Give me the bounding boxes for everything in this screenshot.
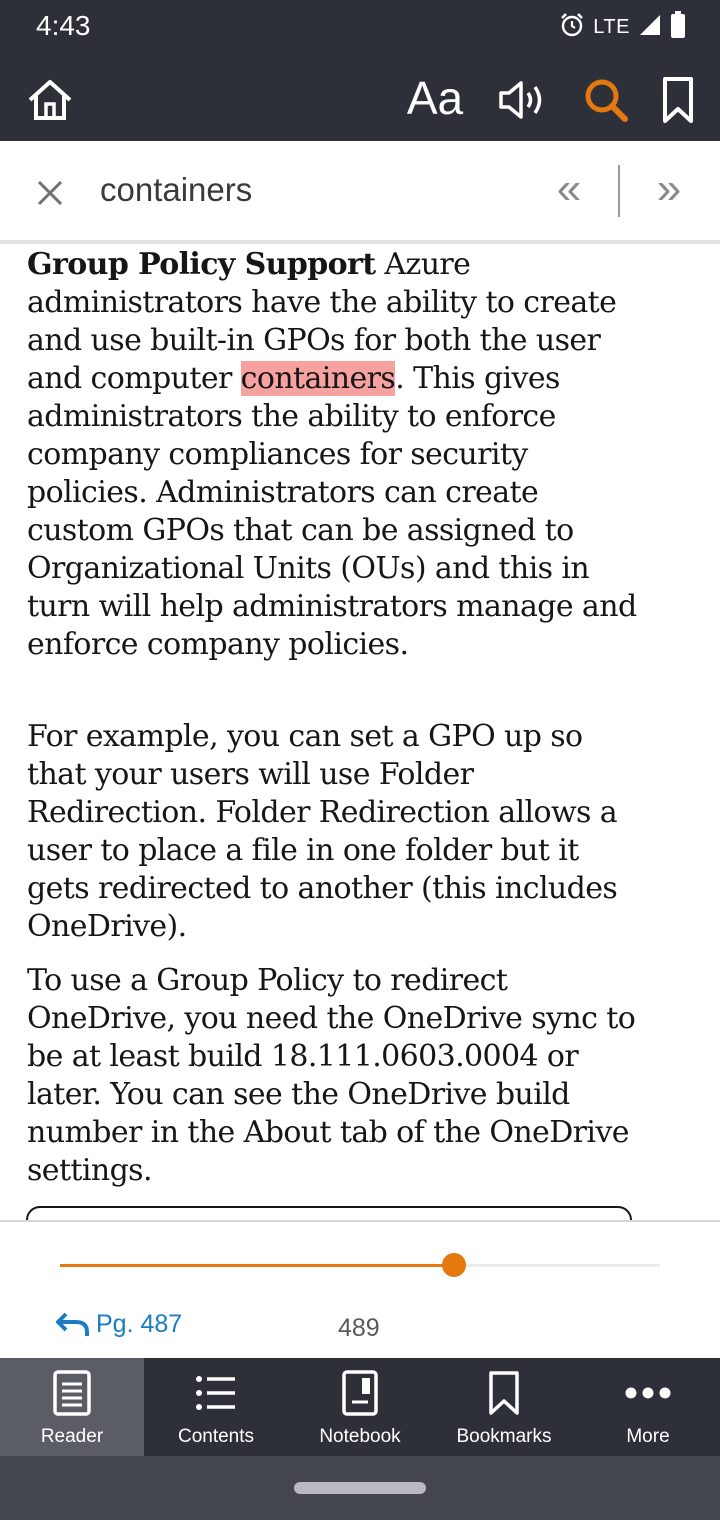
nav-item-contents[interactable] xyxy=(144,1358,288,1456)
bookmark-icon[interactable] xyxy=(656,72,700,128)
current-page-number: 489 xyxy=(338,1314,380,1342)
paragraph-heading: Group Policy Support xyxy=(27,248,376,282)
nav-label: Bookmarks xyxy=(456,1426,552,1447)
search-icon[interactable] xyxy=(578,72,634,128)
status-icons xyxy=(559,12,686,42)
paragraph: To use a Group Policy to redirect OneDrive, you need the OneDrive sync to be at least build 18.111.0603.0004 or later. You can see the OneDrive build number in the About tab of the OneDrive settings. xyxy=(27,963,636,1188)
home-gesture-handle[interactable] xyxy=(294,1482,426,1494)
nav-item-notebook[interactable] xyxy=(288,1358,432,1456)
status-time: 4:43 xyxy=(36,10,91,41)
search-term[interactable]: containers xyxy=(100,171,253,208)
search-divider xyxy=(618,165,620,217)
paragraph-text: Azure administrators have the ability to create and use built-in GPOs for both the user and computer xyxy=(27,248,617,396)
system-nav-bar xyxy=(0,1456,720,1520)
app-toolbar xyxy=(0,56,720,141)
nav-item-more[interactable] xyxy=(576,1358,720,1456)
back-to-page-button[interactable] xyxy=(56,1310,182,1339)
read-aloud-icon[interactable] xyxy=(496,74,552,126)
more-icon xyxy=(576,1368,720,1418)
content-box xyxy=(26,1206,632,1220)
notebook-icon xyxy=(288,1368,432,1418)
bottom-nav xyxy=(0,1358,720,1456)
slider-fill xyxy=(60,1264,454,1267)
close-icon[interactable] xyxy=(28,171,72,215)
status-bar xyxy=(0,0,720,56)
search-highlight: containers xyxy=(240,361,396,396)
alarm-icon xyxy=(559,12,585,43)
battery-icon xyxy=(670,11,686,44)
reader-icon xyxy=(0,1368,144,1418)
back-page-label: Pg. 487 xyxy=(96,1310,183,1338)
nav-label: Notebook xyxy=(319,1426,401,1447)
page-slider[interactable] xyxy=(60,1264,660,1267)
paragraph-text: . This gives administrators the ability to enforce company compliances for security policies. Administrators can create custom GPOs that can be assigned to Organizational Units (OUs) and this in turn will help administrators manage and enforce company policies. xyxy=(27,361,637,662)
home-icon[interactable] xyxy=(24,74,76,126)
search-bar xyxy=(0,141,720,244)
nav-label: Contents xyxy=(177,1426,255,1447)
undo-icon xyxy=(56,1312,90,1338)
network-label: LTE xyxy=(593,15,630,38)
next-result-button[interactable]: » xyxy=(656,164,682,213)
contents-icon xyxy=(144,1368,288,1418)
reader-content[interactable] xyxy=(0,248,720,1220)
progress-panel xyxy=(0,1220,720,1358)
paragraph xyxy=(27,248,637,664)
nav-label: More xyxy=(626,1426,670,1447)
signal-icon xyxy=(638,13,662,42)
slider-thumb[interactable] xyxy=(442,1253,466,1277)
previous-result-button[interactable]: « xyxy=(556,164,582,213)
nav-label: Reader xyxy=(40,1426,104,1447)
bookmarks-icon xyxy=(432,1368,576,1418)
font-size-icon[interactable]: Aa xyxy=(406,72,464,124)
paragraph: For example, you can set a GPO up so that your users will use Folder Redirection. Folder Redirection allows a user to place a file in one folder but it gets redirected to another (this includes OneDrive). xyxy=(27,719,618,944)
nav-item-reader[interactable] xyxy=(0,1358,144,1456)
nav-item-bookmarks[interactable] xyxy=(432,1358,576,1456)
